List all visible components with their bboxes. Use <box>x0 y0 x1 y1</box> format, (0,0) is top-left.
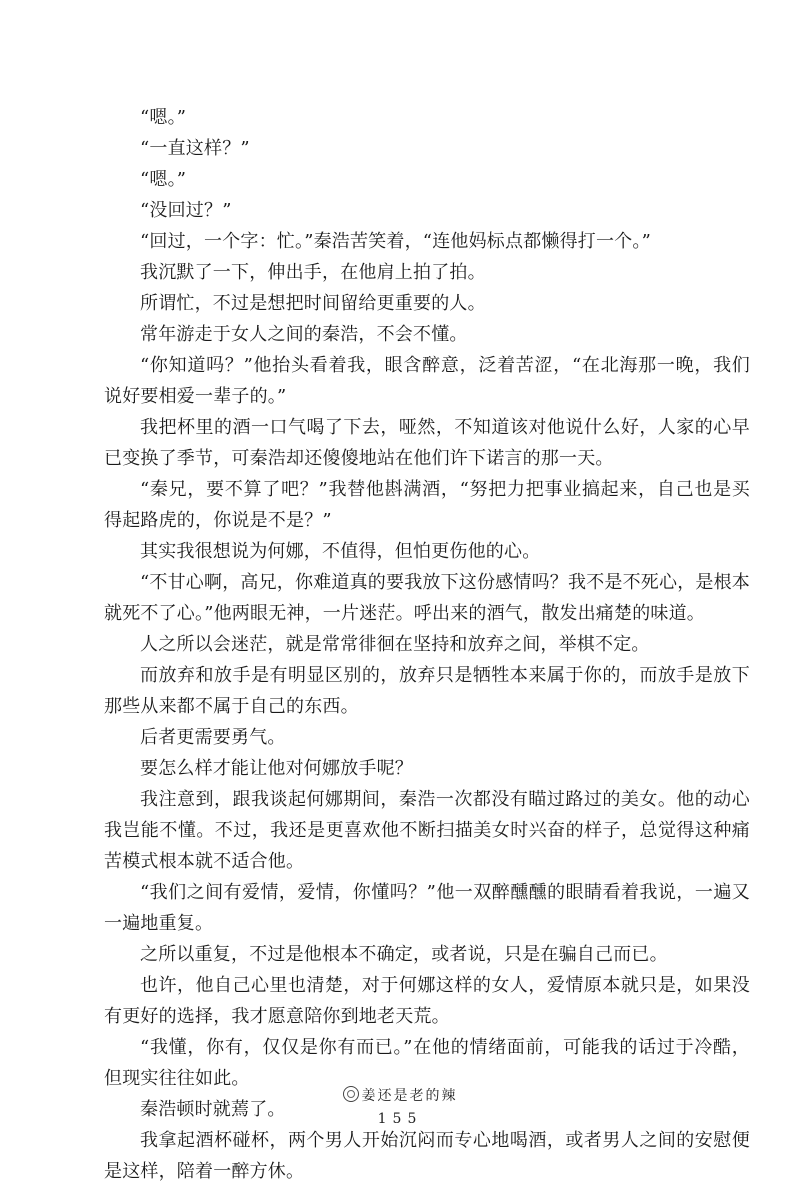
paragraph: 而放弃和放手是有明显区别的，放弃只是牺牲本来属于你的，而放手是放下那些从来都不属于自己的东西。 <box>104 665 750 717</box>
paragraph: “你知道吗？”他抬头看着我，眼含醉意，泛着苦涩，“在北海那一晚，我们说好要相爱一辈子的。” <box>104 355 750 407</box>
paragraph: “我懂，你有，仅仅是你有而已。”在他的情绪面前，可能我的话过于冷酷，但现实往往如此。 <box>104 1037 750 1089</box>
page-number: 155 <box>377 1111 423 1127</box>
book-logo-icon <box>343 1086 359 1102</box>
paragraph: 我拿起酒杯碰杯，两个男人开始沉闷而专心地喝酒，或者男人之间的安慰便是这样，陪着一醉方休。 <box>104 1130 750 1182</box>
paragraph: “嗯。” <box>140 169 187 190</box>
paragraph: 我注意到，跟我谈起何娜期间，秦浩一次都没有瞄过路过的美女。他的动心我岂能不懂。不过，我还是更喜欢他不断扫描美女时兴奋的样子，总觉得这种痛苦模式根本就不适合他。 <box>104 789 750 872</box>
paragraph: “没回过？” <box>140 200 232 221</box>
paragraph: 秦浩顿时就蔫了。 <box>140 1099 286 1120</box>
running-footer <box>0 1085 800 1105</box>
book-title: 姜还是老的辣 <box>361 1088 458 1104</box>
paragraph: 要怎么样才能让他对何娜放手呢？ <box>140 758 413 779</box>
body-text <box>104 102 750 1187</box>
paragraph: 常年游走于女人之间的秦浩，不会不懂。 <box>140 324 468 345</box>
paragraph: “回过，一个字：忙。”秦浩苦笑着，“连他妈标点都懒得打一个。” <box>140 231 652 252</box>
paragraph: 其实我很想说为何娜，不值得，但怕更伤他的心。 <box>140 541 541 562</box>
paragraph: “嗯。” <box>140 107 187 128</box>
paragraph: “一直这样？” <box>140 138 250 159</box>
paragraph: “不甘心啊，高兄，你难道真的要我放下这份感情吗？我不是不死心，是根本就死不了心。”他两眼无神，一片迷茫。呼出来的酒气，散发出痛楚的味道。 <box>104 572 750 624</box>
paragraph: 所谓忙，不过是想把时间留给更重要的人。 <box>140 293 486 314</box>
paragraph: 之所以重复，不过是他根本不确定，或者说，只是在骗自己而已。 <box>140 944 668 965</box>
paragraph: 我把杯里的酒一口气喝了下去，哑然，不知道该对他说什么好，人家的心早已变换了季节，可秦浩却还傻傻地站在他们许下诺言的那一天。 <box>104 417 750 469</box>
paragraph: 人之所以会迷茫，就是常常徘徊在坚持和放弃之间，举棋不定。 <box>140 634 650 655</box>
paragraph: “我们之间有爱情，爱情，你懂吗？”他一双醉醺醺的眼睛看着我说，一遍又一遍地重复。 <box>104 882 750 934</box>
paragraph: “秦兄，要不算了吧？”我替他斟满酒，“努把力把事业搞起来，自己也是买得起路虎的，你说是不是？” <box>104 479 750 531</box>
paragraph: 也许，他自己心里也清楚，对于何娜这样的女人，爱情原本就只是，如果没有更好的选择，我才愿意陪你到地老天荒。 <box>104 975 750 1027</box>
paragraph: 后者更需要勇气。 <box>140 727 286 748</box>
paragraph: 我沉默了一下，伸出手，在他肩上拍了拍。 <box>140 262 486 283</box>
